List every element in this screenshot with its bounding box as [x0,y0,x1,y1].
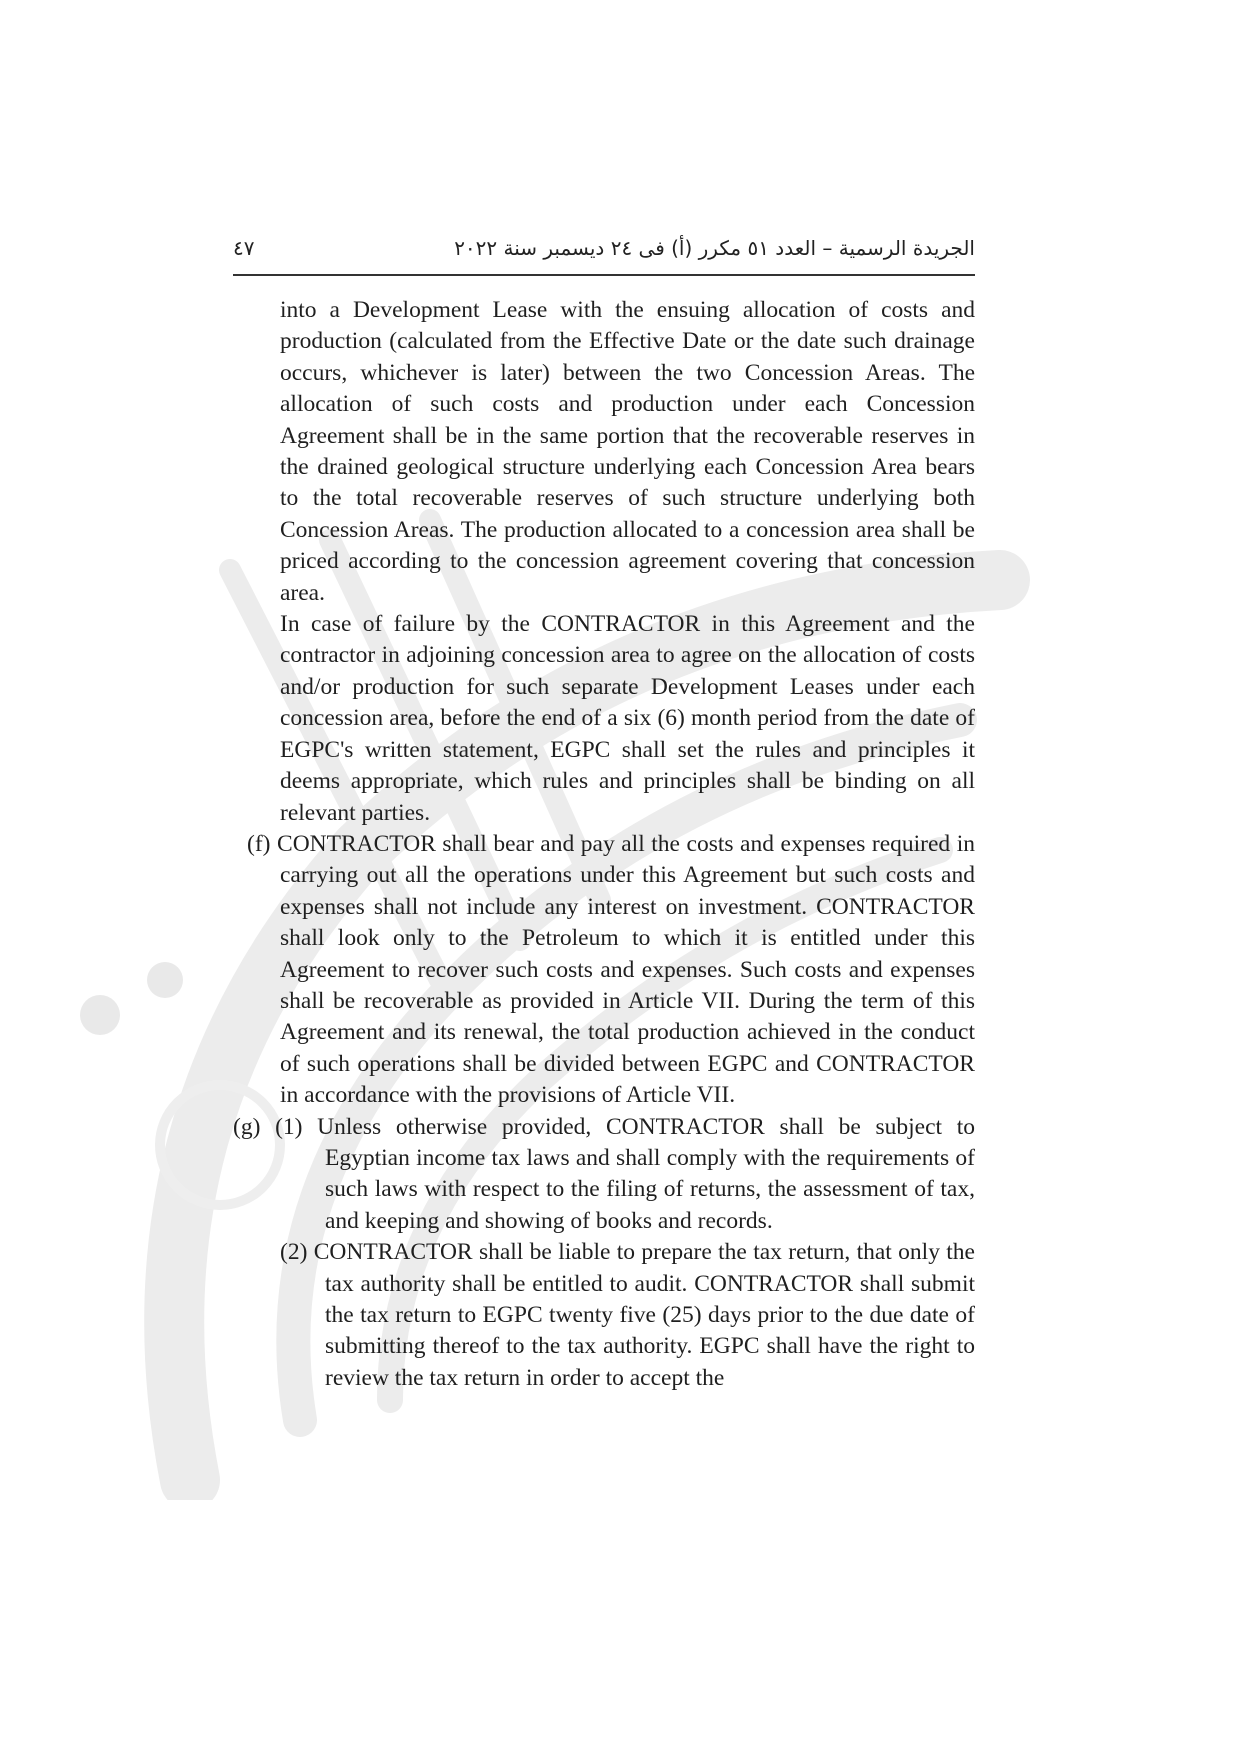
clause-f: (f) CONTRACTOR shall bear and pay all the costs and expenses required in carrying out all the operations under this Agreement but such costs and expenses shall not include any interest on investment. CONTRACTOR shall look only to the Petroleum to which it is entitled under this Agreement to recover such costs and expenses. Such costs and expenses shall be recoverable as provided in Article VII. During the term of this Agreement and its renewal, the total production achieved in the conduct of such operations shall be divided between EGPC and CONTRACTOR in accordance with the provisions of Article VII. [247,830,975,1109]
paragraph-failure: In case of failure by the CONTRACTOR in this Agreement and the contractor in adjoining concession area to agree on the allocation of costs and/or production for such separate Development Leases under each concession area, before the end of a six (6) month period from the date of EGPC's written statement, EGPC shall set the rules and principles it deems appropriate, which rules and principles shall be binding on all relevant parties. [280,611,975,826]
page-number: ٤٧ [233,236,255,260]
page-header [233,228,975,268]
clause-g-1: (g) (1) Unless otherwise provided, CONTRACTOR shall be subject to Egyptian income tax laws and shall comply with the requirements of such laws with respect to the filing of returns, the assessment of tax, and keeping and showing of books and records. [233,1113,975,1234]
paragraph-allocation: into a Development Lease with the ensuing allocation of costs and production (calculated from the Effective Date or the date such drainage occurs, whichever is later) between the two Concession Areas. The allocation of such costs and production under each Concession Agreement shall be in the same portion that the recoverable reserves in the drained geological structure underlying each Concession Area bears to the total recoverable reserves of such structure underlying both Concession Areas. The production allocated to a concession area shall be priced according to the concession agreement covering that concession area. [280,297,975,606]
header-divider [233,274,975,276]
document-body [233,295,975,1394]
gazette-title: الجريدة الرسمية – العدد ٥١ مكرر (أ) فى ٢٤ ديسمبر سنة ٢٠٢٢ [454,236,975,260]
watermark-dot-icon [80,995,120,1035]
clause-g-2: (2) CONTRACTOR shall be liable to prepare the tax return, that only the tax authority shall be entitled to audit. CONTRACTOR shall submit the tax return to EGPC twenty five (25) days prior to the due date of submitting thereof to the tax authority. EGPC shall have the right to review the tax return in order to accept the [280,1239,975,1391]
watermark-dot-icon [147,962,183,998]
